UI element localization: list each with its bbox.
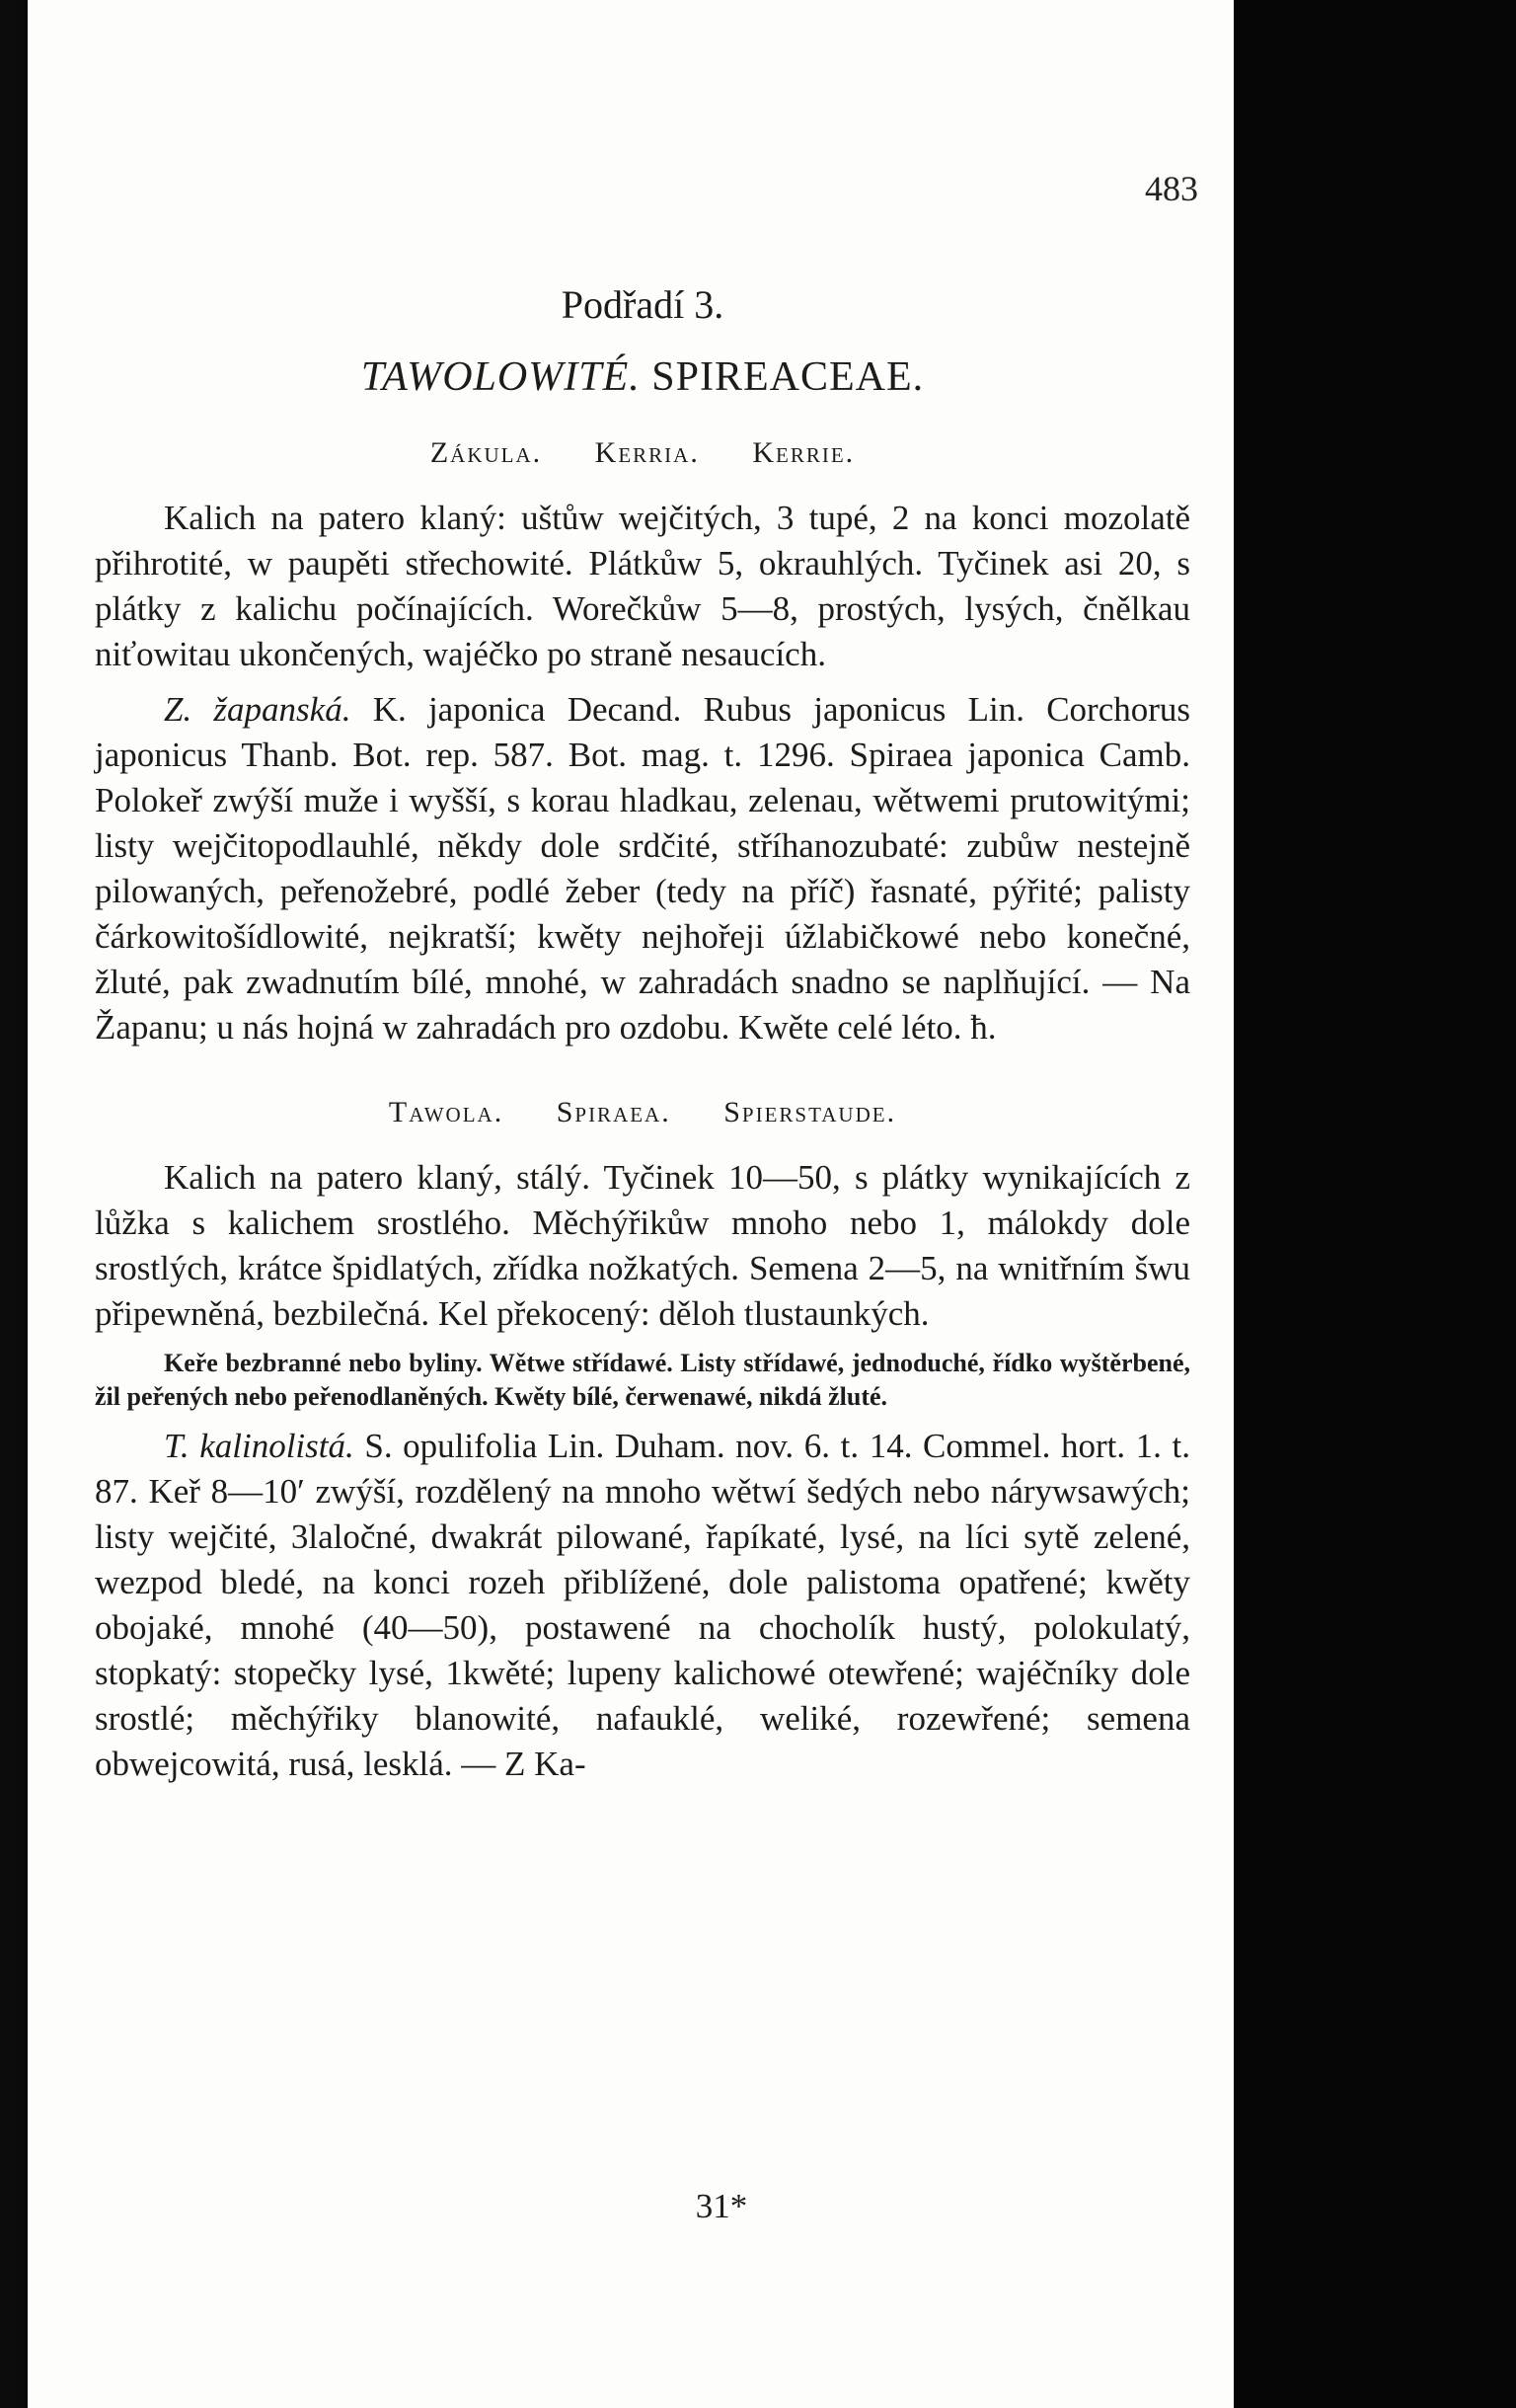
- genus-description-spiraea: Kalich na patero klaný, stálý. Tyčinek 10—50, s plátky wynikajících z lůžka s kalichem srostlého. Měchýřikůw mnoho nebo 1, málokdy dole srostlých, krátce špidlatých, zřídka nožkatých. Semena 2—5, na wnitřním šwu připewněná, bezbilečná. Kel překocený: děloh tlustaunkých.: [95, 1158, 1190, 1333]
- genus-german-name: Spierstaude.: [723, 1096, 897, 1128]
- species-description: Polokeř zwýší muže i wyšší, s korau hladkau, zelenau, wětwemi prutowitými; listy wejčitopodlauhlé, někdy dole srdčité, stříhanozubaté: zubůw nestejně pilowaných, peřenožebré, podlé žeber (tedy na příč) řasnaté, pýřité; palisty čárkowitošídlowité, nejkratší; kwěty nejhořeji úžlabičkowé nebo konečné, žluté, pak zwadnutím bílé, mnohé, w zahradách snadno se naplňující. — Na Žapanu; u nás hojná w zahradách pro ozdobu. Kwěte celé léto. ħ.: [95, 781, 1190, 1047]
- genus-heading-spiraea: [95, 1096, 1190, 1129]
- family-latin-name: SPIREACEAE.: [651, 354, 925, 400]
- species-entry-spiraea-opulifolia: [95, 1424, 1190, 1787]
- species-synonyms: S. opulifolia Lin. Duham. nov. 6. t. 14. Commel. hort. 1. t. 87.: [95, 1427, 1191, 1511]
- genus-heading-kerria: [95, 436, 1190, 470]
- species-entry-kerria-japonica: [95, 687, 1190, 1050]
- genus-german-name: Kerrie.: [752, 436, 856, 469]
- family-heading: [95, 353, 1190, 401]
- genus-czech-name: Tawola.: [388, 1096, 504, 1128]
- page-content: [95, 281, 1191, 2225]
- family-czech-name: TAWOLOWITÉ.: [360, 354, 641, 400]
- species-description: Keř 8—10′ zwýší, rozdělený na mnoho wětwí šedých nebo nárywsawých; listy wejčité, 3laločné, dwakrát pilowané, řapíkaté, lysé, na líci sytě zelené, wezpod bledé, na konci rozeh přiblížené, dole palistoma opatřené; kwěty obojaké, mnohé (40—50), postawené na chocholík hustý, polokulatý, stopkatý: stopečky lysé, 1kwěté; lupeny kalichowé otewřené; wajéčníky dole srostlé; měchýřiky blanowité, nafauklé, weliké, rozewřené; semena obwejcowitá, rusá, lesklá. — Z Ka-: [95, 1472, 1191, 1783]
- species-name: T. kalinolistá.: [164, 1427, 354, 1465]
- genus-latin-name: Kerria.: [594, 436, 700, 469]
- species-name: Z. žapanská.: [164, 690, 351, 729]
- genus-czech-name: Zákula.: [429, 436, 543, 469]
- printer-signature: 31*: [695, 2187, 748, 2225]
- page-number: 483: [1145, 169, 1198, 208]
- genus-latin-name: Spiraea.: [556, 1096, 671, 1128]
- genus-note-spiraea: Keře bezbranné nebo byliny. Wětwe střídawé. Listy střídawé, jednoduché, řídko wyštěrbené, žil peřených nebo peřenodlaněných. Kwěty bílé, čerwenawé, nikdá žluté.: [95, 1349, 1190, 1411]
- scan-background-edge: [1234, 0, 1516, 2408]
- species-synonyms: K. japonica Decand. Rubus japonicus Lin. Corchorus japonicus Thanb. Bot. rep. 587. Bot. mag. t. 1296. Spiraea japonica Camb.: [95, 690, 1191, 774]
- book-page: [28, 0, 1234, 2408]
- subdivision-heading: Podřadí 3.: [561, 282, 724, 327]
- genus-description-kerria: Kalich na patero klaný: uštůw wejčitých, 3 tupé, 2 na konci mozolatě přihrotité, w paupěti střechowité. Plátkůw 5, okrauhlých. Tyčinek asi 20, s plátky z kalichu počínajících. Worečkůw 5—8, prostých, lysých, čnělkau niťowitau ukončených, wajéčko po straně nesaucích.: [95, 499, 1190, 673]
